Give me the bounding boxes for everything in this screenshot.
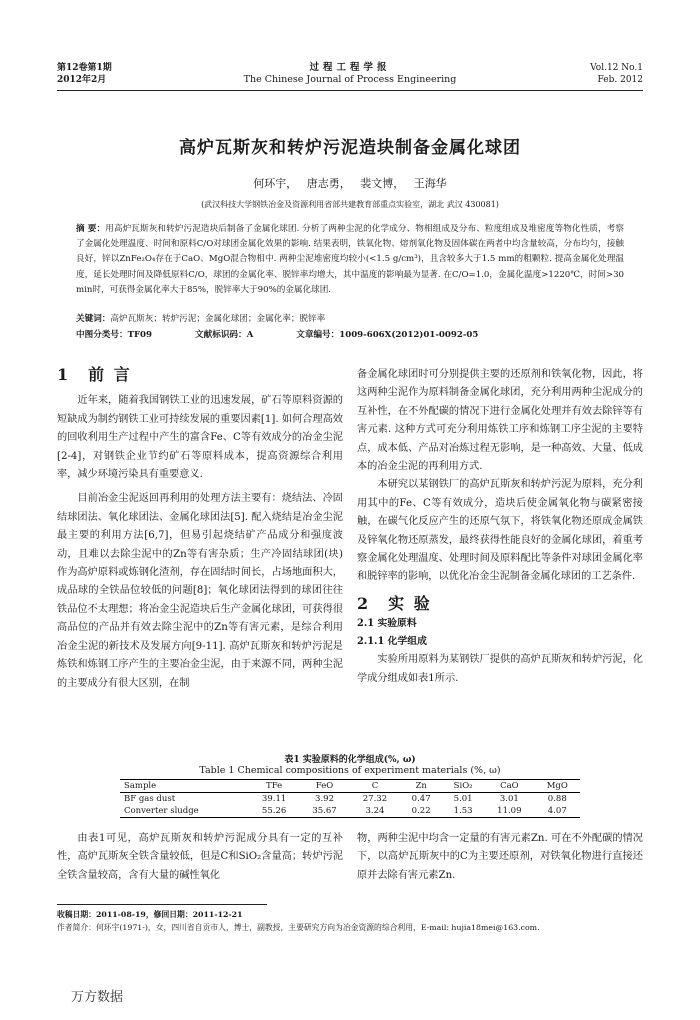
keywords-text: 高炉瓦斯灰；转炉污泥；金属化球团；金属化率；脱锌率 (110, 314, 326, 324)
table-cell: 4.07 (547, 806, 567, 816)
table1 (120, 779, 580, 818)
left-column (57, 366, 343, 693)
keywords (76, 312, 624, 327)
abstract-text: 用高炉瓦斯灰和转炉污泥造块后制备了金属化球团. 分析了两种尘泥的化学成分、物相组成及分布、粒度组成及堆密度等物化性质，考察了金属化处理温度、时间和原料C/O对球团金属化效果的影响. 结果表明，铁氧化物、熔剂氧化物及固体碳在两者中均含量较高，分布均匀，接触良好，锌以ZnFe₂O₄存在于CaO、MgO混合物相中. 两种尘泥堆密度均较小(<1.5 g/cm³)，且含较多大于1.5 mm的粗颗粒. 提高金属化处理温度，延长处理时间及降低原料C/O，球团的金属化率、脱锌率均增大，其中温度的影响最为显著. 在C/O=1.0，金属化温度>1220℃，时间>30 min时，可获得金属化率大于85%，脱锌率大于90%的金属化球团. (76, 224, 624, 295)
table-row (120, 805, 580, 818)
table-cell: 55.26 (261, 806, 287, 816)
header-issue (57, 62, 112, 86)
col-header: TFe (266, 781, 283, 791)
header-date: 2012年2月 (57, 75, 107, 85)
table-cell: BF gas dust (124, 794, 176, 804)
table-cell: 11.09 (497, 806, 522, 816)
after-table-right (357, 830, 643, 885)
section1-title: 前 言 (88, 365, 132, 384)
section2-paragraph1: 实验所用原料为某钢铁厂提供的高炉瓦斯灰和转炉污泥，化学成分组成如表1所示. (357, 654, 643, 684)
table-cell: 0.88 (547, 794, 567, 804)
table-cell: 35.67 (312, 806, 337, 816)
col-header: FeO (315, 781, 334, 791)
table-cell: 0.22 (411, 806, 431, 816)
table-cell: 3.01 (499, 794, 519, 804)
section1-paragraph1: 近年来，随着我国钢铁工业的迅速发展，矿石等原料资源的短缺成为制约钢铁工业可持续发展的重要因素[1]. 如何合理高效的回收利用生产过程中产生的富含Fe、C等有效成分的冶金尘泥[2-4]，对钢铁企业节约矿石等原料成本，提高资源综合利用率，减少环境污染具有重要意义. (57, 395, 343, 481)
section2-number: 2 (357, 593, 371, 613)
col-header: CaO (500, 781, 519, 791)
keywords-label: 关键词： (76, 314, 111, 324)
journal-name-zh: 过程工程学报 (309, 62, 391, 73)
table-header-row (120, 780, 580, 793)
table-cell: 27.32 (362, 794, 388, 804)
right-column (357, 366, 643, 688)
table-cell: 39.11 (261, 794, 287, 804)
section1-paragraph2-cont: 备金属化球团时可分别提供主要的还原剂和铁氧化物，因此，将这两种尘泥作为原料制备金属化球团，充分利用两种尘泥成分的互补性，在不外配碳的情况下进行金属化处理并有效去除锌等有害元素. 这种方式可充分利用炼铁工序和炼钢工序尘泥的主要特点，成本低、产品对冶炼过程无影响，是一种高效、大量、低成本的冶金尘泥的再利用方式. (357, 369, 643, 473)
footnote-rule (57, 904, 267, 905)
watermark: 万方数据 (71, 990, 124, 1005)
col-header: Zn (415, 781, 427, 791)
col-header: Sample (124, 781, 157, 791)
table-cell: Converter sludge (124, 806, 199, 816)
section1-number: 1 (57, 365, 71, 384)
section1-heading (57, 366, 343, 384)
header-volume: 第12卷第1期 (57, 63, 112, 73)
header-vol-no: Vol.12 No.1 (590, 63, 643, 73)
paper-affiliation: (武汉科技大学钢铁冶金及资源利用省部共建教育部重点实验室，湖北 武汉 430081) (201, 200, 499, 209)
journal-name-en: The Chinese Journal of Process Engineering (243, 74, 457, 85)
table-cell: 1.53 (453, 806, 473, 816)
table-cell: 0.47 (411, 794, 431, 804)
footnote (57, 908, 643, 934)
col-header: SiO₂ (453, 781, 473, 791)
subsection-2-1-1: 2.1.1 化学组成 (357, 636, 427, 648)
paper-title: 高炉瓦斯灰和转炉污泥造块制备金属化球团 (179, 138, 521, 158)
header-rule (57, 90, 643, 91)
table-row (120, 793, 580, 806)
table-cell: 3.24 (365, 806, 385, 816)
footnote-received: 收稿日期：2011-08-19，修回日期：2011-12-21 (57, 910, 243, 919)
after-table-left (57, 830, 343, 885)
after-table-paragraph: 由表1可见，高炉瓦斯灰和转炉污泥成分具有一定的互补性，高炉瓦斯灰全铁含量较低，但是C和SiO₂含量高；转炉污泥全铁含量较高，含有大量的碱性氧化 (57, 833, 343, 881)
subsection-2-1: 2.1 实验原料 (357, 618, 417, 630)
article-number: 文章编号：1009-606X(2012)01-0092-05 (296, 330, 479, 340)
paper-authors: 何环宇， 唐志勇， 裴文博， 王海华 (253, 177, 447, 190)
after-table-paragraph-cont: 物，两种尘泥中均含一定量的有害元素Zn. 可在不外配碳的情况下，以高炉瓦斯灰中的C为主要还原剂，对铁氧化物进行直接还原并去除有害元素Zn. (357, 833, 643, 881)
section2-heading (357, 595, 643, 613)
section1-paragraph3: 本研究以某钢铁厂的高炉瓦斯灰和转炉污泥为原料，充分利用其中的Fe、C等有效成分，造块后使金属氧化物与碳紧密接触，在碳气化反应产生的还原气氛下，将铁氧化物还原成金属铁及锌氧化物还原蒸发，最终获得性能良好的金属化球团，着重考察金属化处理温度、处理时间及原料配比等条件对球团金属化率和脱锌率的影响，以优化冶金尘泥制备金属化球团的工艺条件. (357, 479, 643, 583)
table-cell: 5.01 (453, 794, 473, 804)
abstract (76, 222, 624, 298)
col-header: MgO (546, 781, 568, 791)
journal-header (200, 62, 500, 86)
abstract-label: 摘 要： (76, 224, 106, 234)
footnote-author-info: 作者简介：何环宇(1971-)，女，四川省自贡市人，博士，副教授，主要研究方向为冶金资源的综合利用，E-mail: hujia18mei@163.com. (57, 923, 540, 932)
col-header: C (371, 781, 379, 791)
table1-caption-zh: 表1 实验原料的化学组成(%, ω) (284, 755, 416, 765)
section1-paragraph2: 目前冶金尘泥返回再利用的处理方法主要有：烧结法、冷固结球团法、氧化球团法、金属化球团法[5]. 配入烧结是冶金尘泥最主要的利用方法[6,7]，但易引起烧结矿产品成分和强度波动，且难以去除尘泥中的Zn等有害杂质；生产冷固结球团(块)作为高炉原料或炼钢化渣剂，存在固结时间长，占场地面积大，成品球的全铁品位较低的问题[8]；氧化球团法得到的球团往往铁品位不太理想；将冶金尘泥造块后生产金属化球团，可获得很高品位的产品并有效去除尘泥中的Zn等有害元素，是综合利用冶金尘泥的新技术及发展方向[9-11]. 高炉瓦斯灰和转炉污泥是炼铁和炼钢工序产生的主要冶金尘泥，由于来源不同，两种尘泥的主要成分有很大区别，在制 (57, 493, 343, 689)
header-volume-en (590, 62, 643, 86)
header-date-en: Feb. 2012 (597, 75, 643, 85)
classification (76, 328, 624, 343)
section2-title: 实 验 (388, 593, 432, 613)
table1-caption-en: Table 1 Chemical compositions of experiment materials (%, ω) (199, 765, 501, 776)
clc-number: 中图分类号：TF09 (76, 330, 153, 340)
table-cell: 3.92 (315, 794, 334, 804)
doc-code: 文献标识码：A (195, 330, 254, 340)
